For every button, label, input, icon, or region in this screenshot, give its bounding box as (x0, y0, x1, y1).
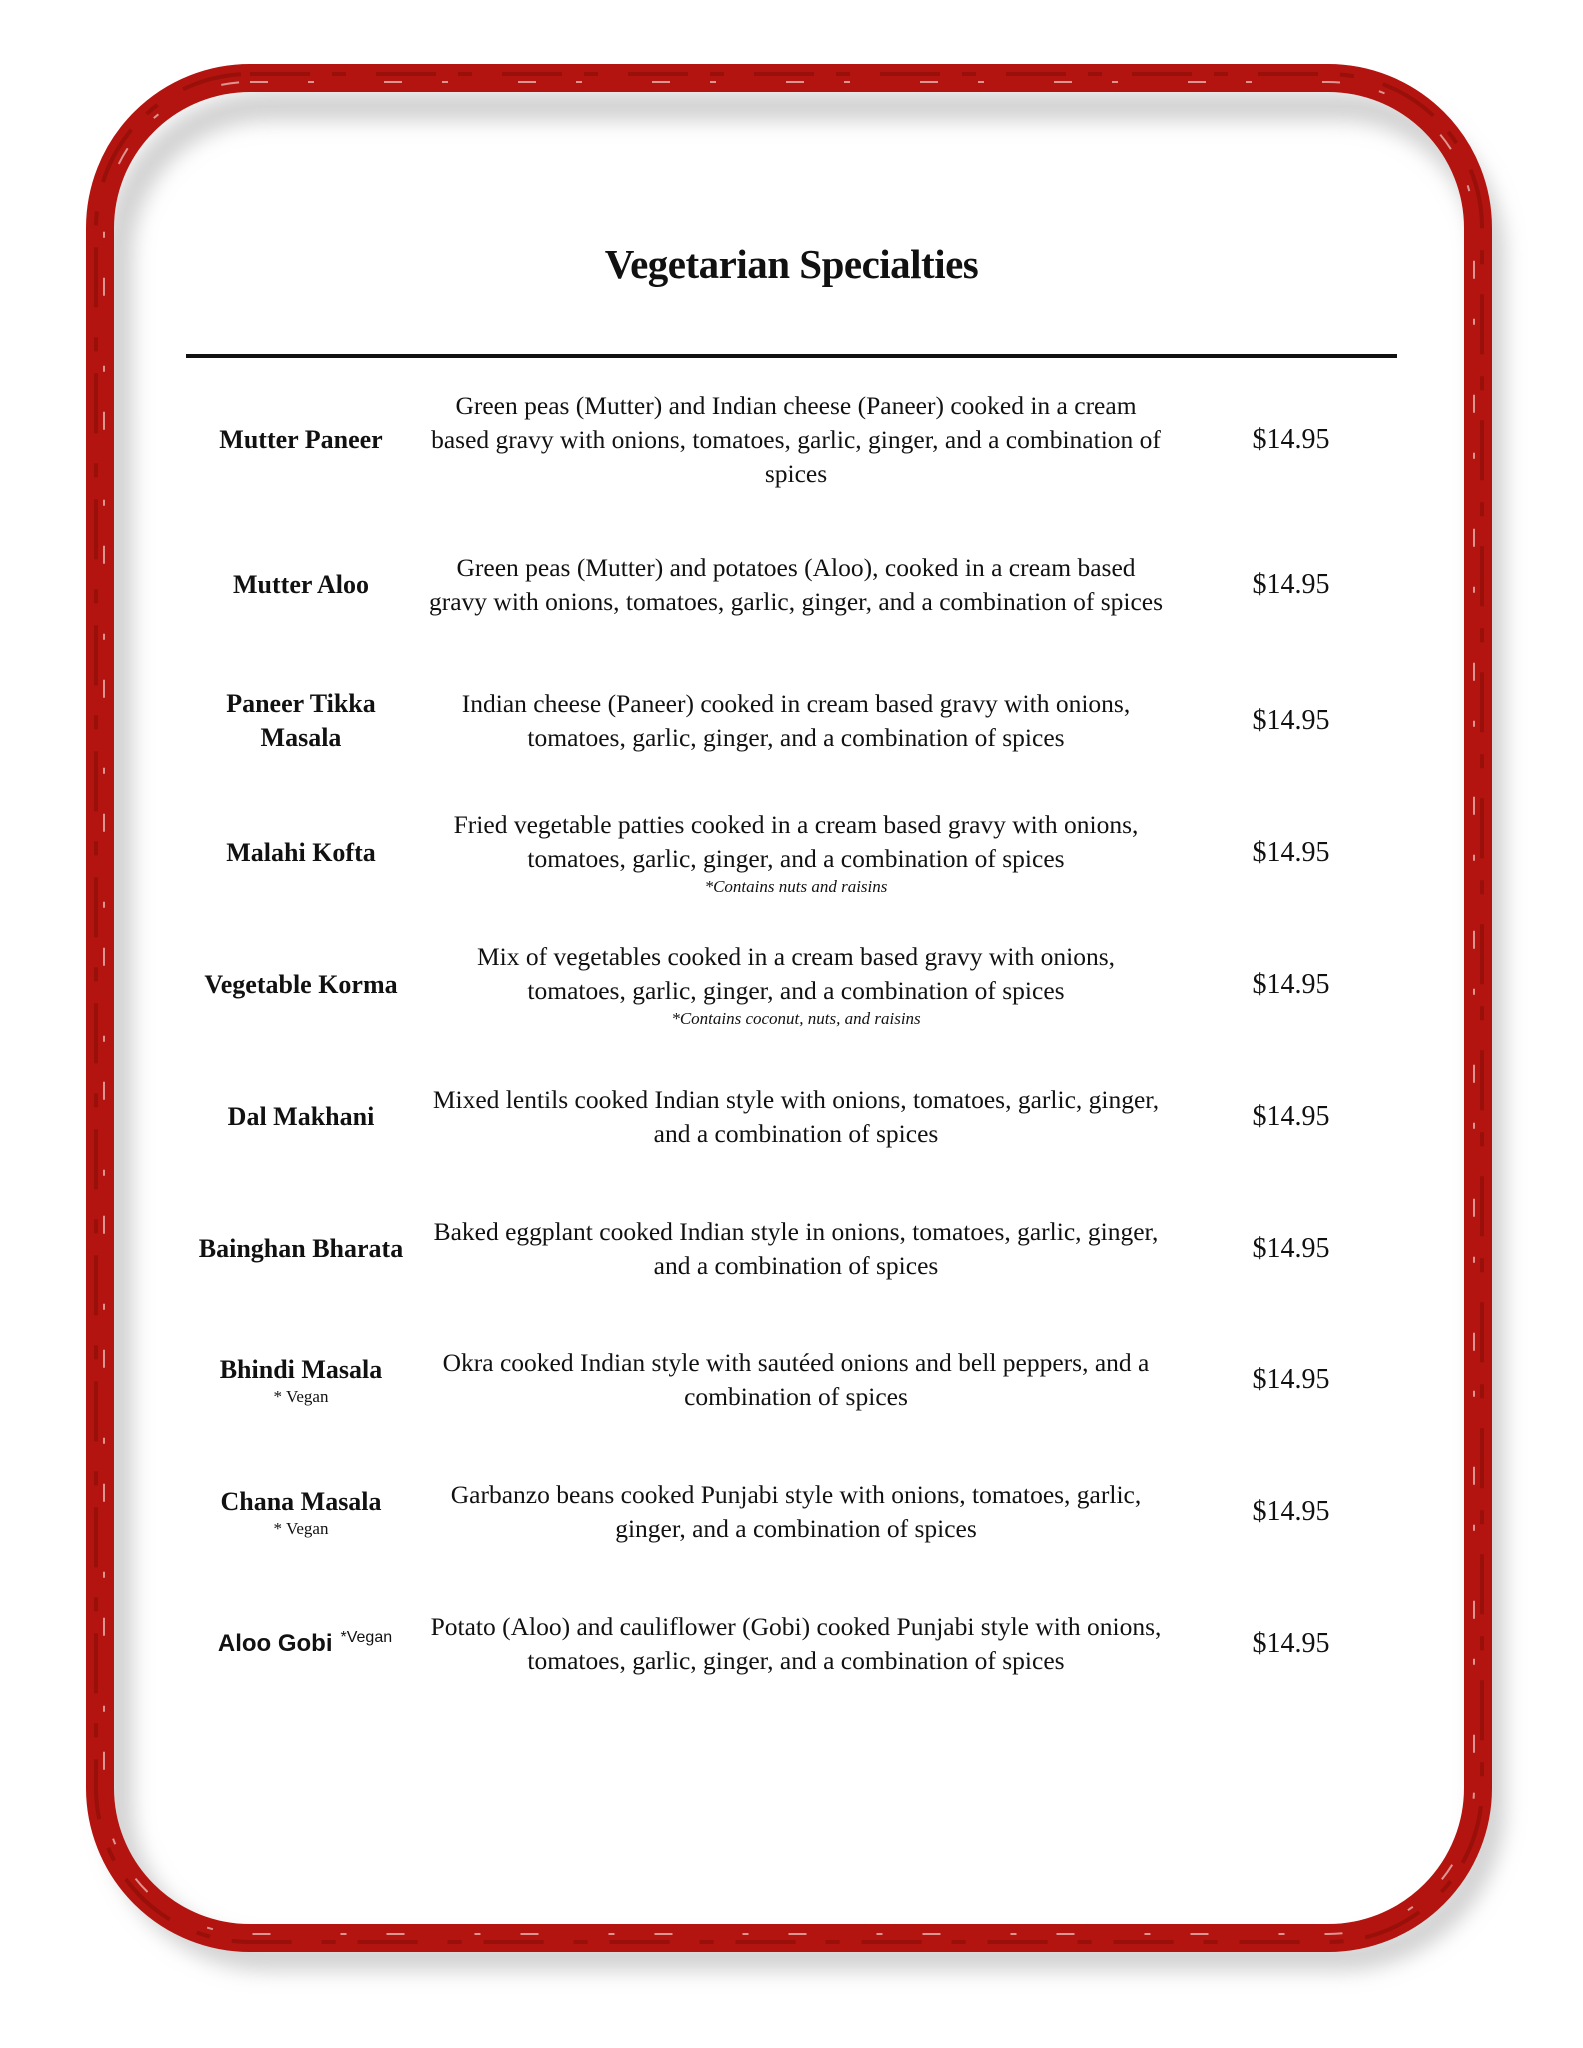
menu-item-aloo-gobi (186, 1589, 1397, 1699)
item-price: $14.95 (1252, 1628, 1330, 1659)
item-name (186, 666, 416, 776)
menu-item-chana-masala (186, 1457, 1397, 1567)
menu-item-mutter-aloo (186, 530, 1397, 640)
item-name: Bainghan Bharata (198, 1234, 404, 1263)
item-name: Mutter Aloo (233, 570, 369, 599)
item-description-text: Green peas (Mutter) and potatoes (Aloo), cooked in a cream based gravy with onions, tomatoes, garlic, ginger, and a combination of spices (428, 553, 1164, 616)
item-description (426, 930, 1166, 1040)
title-divider (186, 354, 1397, 358)
item-description (426, 798, 1166, 908)
item-description-text: Baked eggplant cooked Indian style in onions, tomatoes, garlic, ginger, and a combination of spices (433, 1217, 1159, 1280)
menu-item-malahi-kofta (186, 798, 1397, 908)
item-price: $14.95 (1252, 969, 1330, 1000)
item-description-text: Mix of vegetables cooked in a cream based gravy with onions, tomatoes, garlic, ginger, and a combination of spices (476, 942, 1116, 1005)
item-name (186, 1589, 416, 1699)
menu-item-mutter-paneer (186, 385, 1397, 495)
vegan-tag: *Vegan (340, 1629, 393, 1646)
menu-item-bhindi-masala (186, 1325, 1397, 1435)
item-description (426, 1062, 1166, 1172)
item-price: $14.95 (1252, 424, 1330, 455)
menu-item-dal-makhani (186, 1062, 1397, 1172)
item-price: $14.95 (1252, 1233, 1330, 1264)
menu-item-vegetable-korma (186, 930, 1397, 1040)
item-price: $14.95 (1252, 1496, 1330, 1527)
item-name (186, 1325, 416, 1435)
item-name-text: Chana Masala (220, 1487, 382, 1516)
item-description (426, 1457, 1166, 1567)
item-description-text: Indian cheese (Paneer) cooked in cream based gravy with onions, tomatoes, garlic, ginger, and a combination of spices (461, 689, 1131, 752)
item-price: $14.95 (1252, 1101, 1330, 1132)
item-description (426, 1589, 1166, 1699)
menu-item-bainghan-bharata (186, 1194, 1397, 1304)
item-description-text: Mixed lentils cooked Indian style with onions, tomatoes, garlic, ginger, and a combination of spices (432, 1085, 1160, 1148)
item-name: Vegetable Korma (204, 970, 398, 999)
item-description-text: Garbanzo beans cooked Punjabi style with onions, tomatoes, garlic, ginger, and a combination of spices (450, 1480, 1142, 1543)
item-price: $14.95 (1252, 705, 1330, 736)
vegan-tag: * Vegan (273, 1519, 329, 1538)
item-name-text: Aloo Gobi (217, 1630, 333, 1657)
item-description (426, 1325, 1166, 1435)
item-name: Dal Makhani (227, 1102, 375, 1131)
item-name-text: Bhindi Masala (219, 1355, 383, 1384)
item-name-text: Paneer Tikka Masala (226, 689, 376, 752)
vegan-tag: * Vegan (273, 1387, 329, 1406)
item-name (186, 1457, 416, 1567)
item-description (426, 530, 1166, 640)
menu-item-paneer-tikka-masala (186, 666, 1397, 776)
item-description-text: Okra cooked Indian style with sautéed onions and bell peppers, and a combination of spices (442, 1348, 1150, 1411)
item-name: Malahi Kofta (226, 838, 376, 867)
item-note: *Contains coconut, nuts, and raisins (671, 1009, 921, 1028)
item-description-text: Fried vegetable patties cooked in a cream based gravy with onions, tomatoes, garlic, ginger, and a combination of spices (453, 810, 1139, 873)
item-price: $14.95 (1252, 1364, 1330, 1395)
item-description (426, 666, 1166, 776)
item-description-text: Potato (Aloo) and cauliflower (Gobi) cooked Punjabi style with onions, tomatoes, garlic, ginger, and a combination of spices (430, 1612, 1162, 1675)
item-name: Mutter Paneer (219, 425, 383, 454)
item-description (426, 1194, 1166, 1304)
item-note: *Contains nuts and raisins (704, 877, 888, 896)
item-description (426, 385, 1166, 495)
item-price: $14.95 (1252, 569, 1330, 600)
item-price: $14.95 (1252, 837, 1330, 868)
item-description-text: Green peas (Mutter) and Indian cheese (Paneer) cooked in a cream based gravy with onions, tomatoes, garlic, ginger, and a combination of spices (431, 391, 1161, 488)
menu-title: Vegetarian Specialties (604, 241, 979, 287)
